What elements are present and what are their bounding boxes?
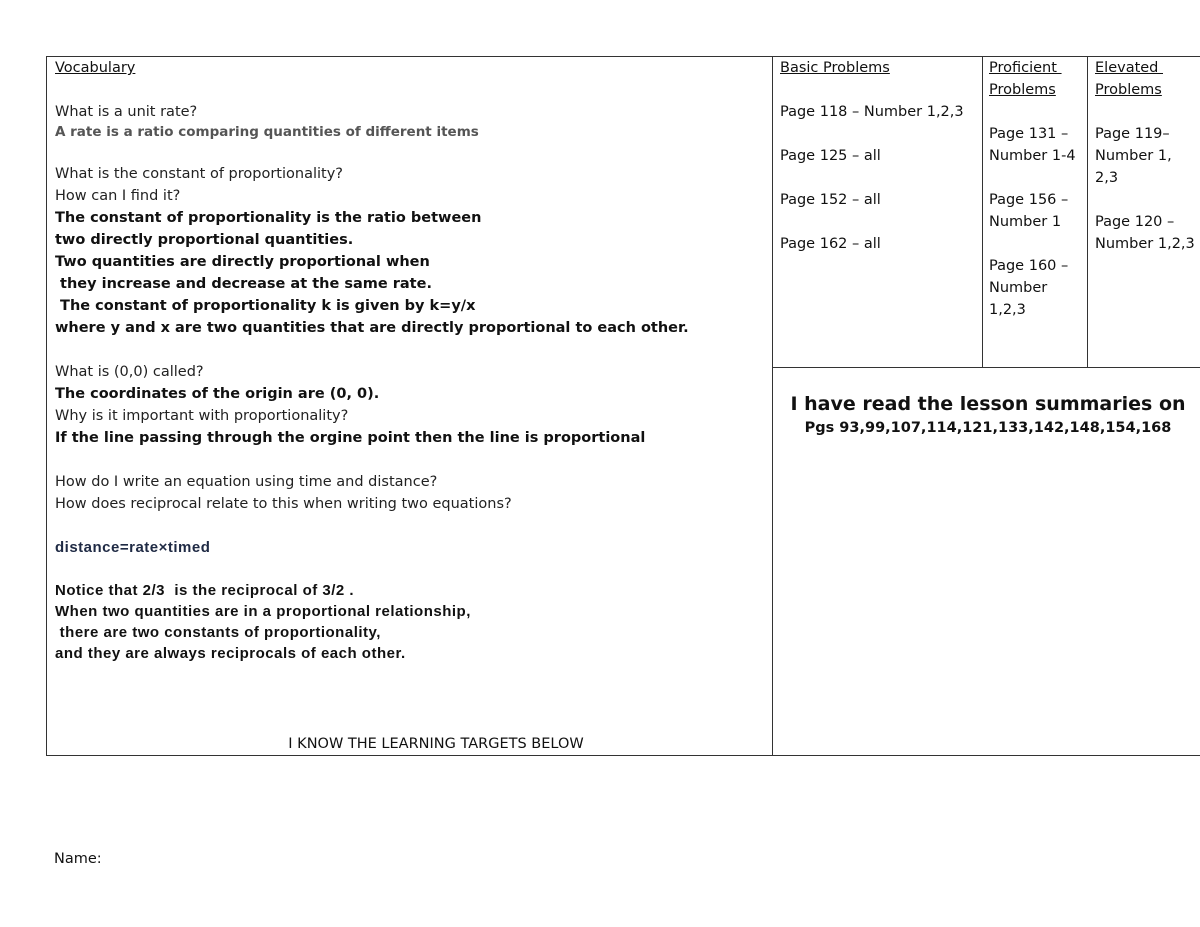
elevated-problem-item: Page 120 – xyxy=(1095,214,1175,230)
answer-constant-line: where y and x are two quantities that are directly proportional to each other. xyxy=(55,320,689,336)
basic-problem-item: Page 118 – Number 1,2,3 xyxy=(780,104,964,120)
divider-basic xyxy=(982,57,983,367)
elevated-problems-cell xyxy=(1095,57,1200,255)
question-unit-rate: What is a unit rate? xyxy=(55,104,198,120)
lesson-summaries-statement: I have read the lesson summaries on xyxy=(790,393,1186,415)
answer-constant-line: The constant of proportionality k is given by k=y/x xyxy=(55,298,476,314)
proficient-problems-heading: Problems xyxy=(989,82,1056,98)
question-origin-importance: Why is it important with proportionality? xyxy=(55,408,349,424)
lesson-summaries-cell xyxy=(773,391,1200,439)
divider-summaries xyxy=(772,367,1200,368)
answer-constant-line: they increase and decrease at the same rate. xyxy=(55,276,432,292)
question-equation: How do I write an equation using time and distance? xyxy=(55,474,438,490)
proficient-problem-item: 1,2,3 xyxy=(989,302,1026,318)
question-constant: What is the constant of proportionality? xyxy=(55,166,343,182)
elevated-problem-item: Number 1, xyxy=(1095,148,1172,164)
proficient-problems-cell xyxy=(989,57,1085,321)
proficient-problem-item: Page 160 – xyxy=(989,258,1069,274)
answer-unit-rate: A rate is a ratio comparing quantities of different items xyxy=(55,124,479,140)
proficient-problem-item: Number 1 xyxy=(989,214,1062,230)
notice-line: Notice that 2/3 is the reciprocal of 3/2 . xyxy=(55,582,355,599)
basic-problem-item: Page 162 – all xyxy=(780,236,881,252)
distance-formula: distance=rate×timed xyxy=(55,539,211,556)
basic-problems-heading: Basic Problems xyxy=(780,60,890,76)
learning-targets-label: I KNOW THE LEARNING TARGETS BELOW xyxy=(288,736,584,752)
question-reciprocal: How does reciprocal relate to this when writing two equations? xyxy=(55,496,512,512)
elevated-problems-heading: Elevated xyxy=(1095,60,1163,76)
name-label: Name: xyxy=(54,851,102,867)
elevated-problem-item: 2,3 xyxy=(1095,170,1119,186)
divider-proficient xyxy=(1087,57,1088,367)
question-origin: What is (0,0) called? xyxy=(55,364,204,380)
proficient-problems-heading: Proficient xyxy=(989,60,1062,76)
answer-constant-line: Two quantities are directly proportional when xyxy=(55,254,430,270)
proficient-problem-item: Page 131 – xyxy=(989,126,1069,142)
answer-origin-importance: If the line passing through the orgine point then the line is proportional xyxy=(55,430,646,446)
proficient-problem-item: Number xyxy=(989,280,1048,296)
elevated-problems-heading: Problems xyxy=(1095,82,1162,98)
elevated-problem-item: Number 1,2,3 xyxy=(1095,236,1195,252)
basic-problem-item: Page 125 – all xyxy=(780,148,881,164)
basic-problem-item: Page 152 – all xyxy=(780,192,881,208)
lesson-summaries-pages: Pgs 93,99,107,114,121,133,142,148,154,168 xyxy=(804,420,1172,436)
vocabulary-cell xyxy=(55,57,765,664)
notice-line: there are two constants of proportionality, xyxy=(55,624,381,641)
answer-constant-line: The constant of proportionality is the ratio between xyxy=(55,210,482,226)
vocabulary-heading: Vocabulary xyxy=(55,60,136,76)
notice-line: When two quantities are in a proportional relationship, xyxy=(55,603,471,620)
basic-problems-cell xyxy=(780,57,980,255)
question-find-constant: How can I find it? xyxy=(55,188,181,204)
proficient-problem-item: Page 156 – xyxy=(989,192,1069,208)
worksheet-table xyxy=(46,56,1200,756)
proficient-problem-item: Number 1-4 xyxy=(989,148,1076,164)
notice-line: and they are always reciprocals of each other. xyxy=(55,645,406,662)
answer-origin: The coordinates of the origin are (0, 0). xyxy=(55,386,380,402)
answer-constant-line: two directly proportional quantities. xyxy=(55,232,354,248)
elevated-problem-item: Page 119– xyxy=(1095,126,1170,142)
